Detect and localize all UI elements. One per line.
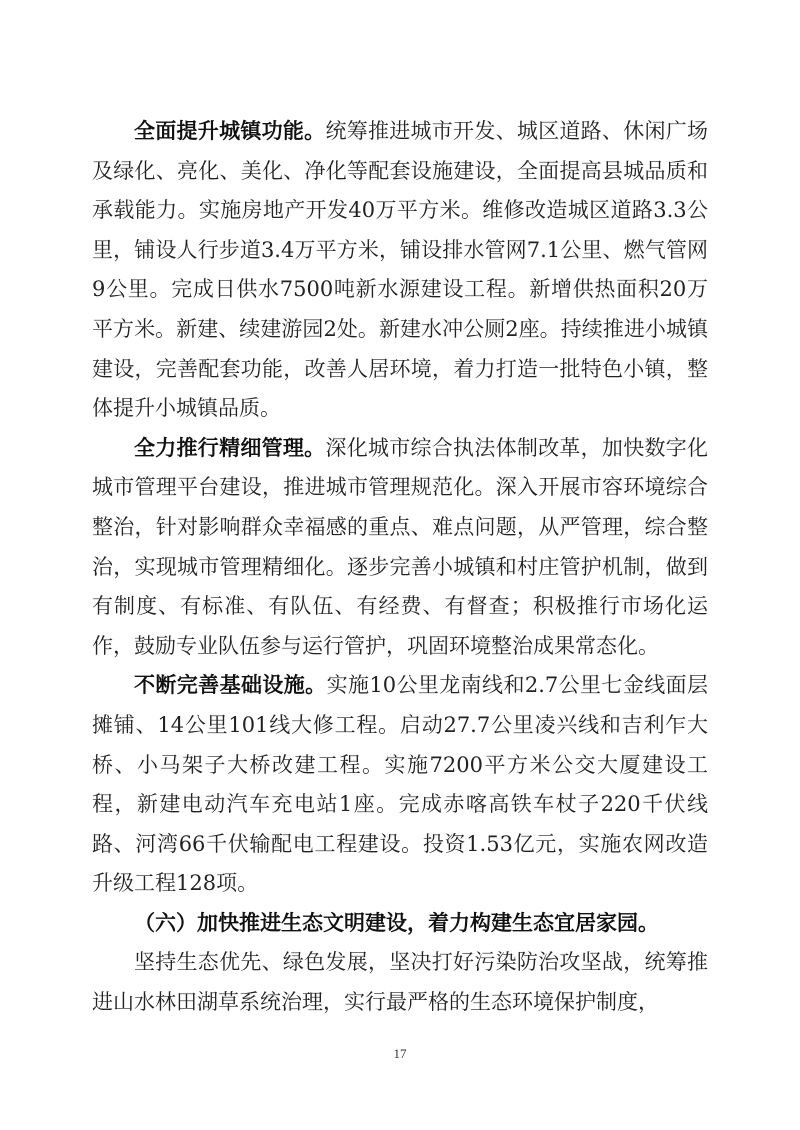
paragraph-fine-management	[92, 429, 708, 667]
document-body	[92, 112, 708, 1023]
page-number: 17	[393, 1046, 407, 1061]
paragraph-text: 统筹推进城市开发、城区道路、休闲广场及绿化、亮化、美化、净化等配套设施建设，全面提高县城品质和承载能力。实施房地产开发40万平方米。维修改造城区道路3.3公里，铺设人行步道3.4万平方米，铺设排水管网7.1公里、燃气管网9公里。完成日供水7500吨新水源建设工程。新增供热面积20万平方米。新建、续建游园2处。新建水冲公厕2座。持续推进小城镇建设，完善配套功能，改善人居环境，着力打造一批特色小镇，整体提升小城镇品质。	[92, 119, 709, 421]
section-heading: （六）加快推进生态文明建设，着力构建生态宜居家园。	[134, 910, 659, 935]
paragraph-text: 实施10公里龙南线和2.7公里七金线面层摊铺、14公里101线大修工程。启动27.7公里凌兴线和吉利乍大桥、小马架子大桥改建工程。实施7200平方米公交大厦建设工程，新建电动汽车充电站1座。完成赤喀高铁车杖子220千伏线路、河湾66千伏输配电工程建设。投资1.53亿元，实施农网改造升级工程128项。	[92, 673, 708, 896]
paragraph-lead: 不断完善基础设施。	[134, 673, 327, 698]
paragraph-text: 深化城市综合执法体制改革，加快数字化城市管理平台建设，推进城市管理规范化。深入开展市容环境综合整治，针对影响群众幸福感的重点、难点问题，从严管理，综合整治，实现城市管理精细化。逐步完善小城镇和村庄管护机制，做到有制度、有标准、有队伍、有经费、有督查；积极推行市场化运作，鼓励专业队伍参与运行管护，巩固环境整治成果常态化。	[92, 435, 709, 658]
paragraph-ecology: 坚持生态优先、绿色发展，坚决打好污染防治攻坚战，统筹推进山水林田湖草系统治理，实行最严格的生态环境保护制度，	[92, 950, 708, 1015]
paragraph-infrastructure	[92, 666, 708, 904]
paragraph-lead: 全面提升城镇功能。	[134, 119, 326, 143]
paragraph-lead: 全力推行精细管理。	[134, 435, 326, 460]
paragraph-town-functions	[92, 112, 708, 429]
